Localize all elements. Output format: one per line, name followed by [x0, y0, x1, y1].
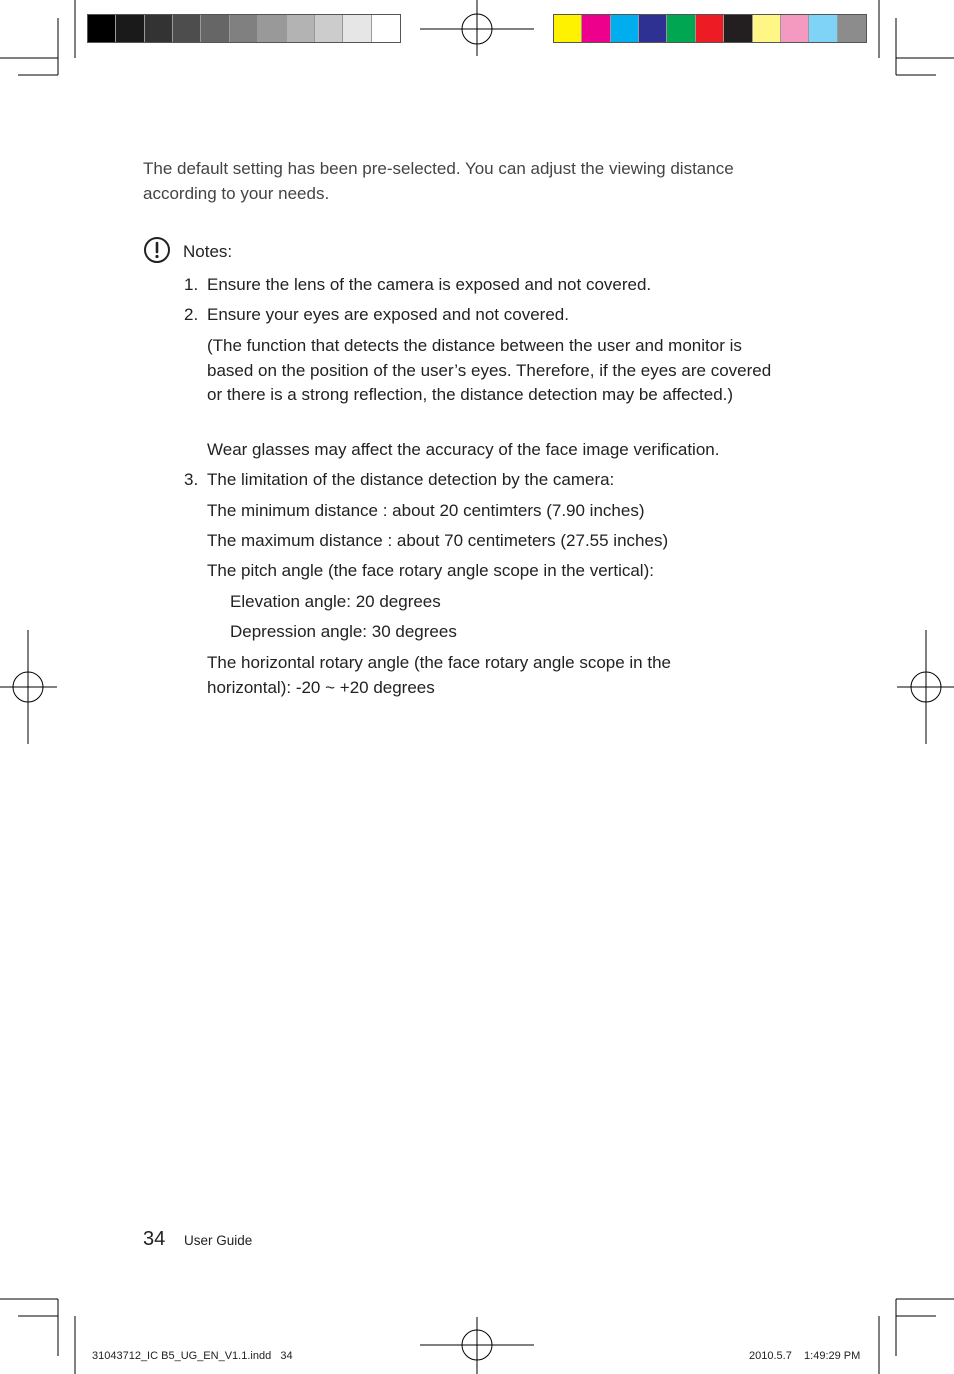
- notes-title: Notes:: [183, 242, 233, 261]
- color-swatch: [667, 15, 695, 42]
- elevation-angle: Elevation angle: 20 degrees: [230, 592, 441, 611]
- intro-paragraph: The default setting has been pre-selected. You can adjust the viewing distance according to your needs.: [143, 159, 734, 203]
- min-distance: The minimum distance : about 20 centimters (7.90 inches): [207, 501, 645, 520]
- page-number: 34: [143, 1228, 166, 1250]
- color-swatch: [781, 15, 809, 42]
- color-swatch: [173, 15, 201, 42]
- color-swatch: [582, 15, 610, 42]
- list-number: 3.: [184, 470, 199, 489]
- color-swatch: [343, 15, 371, 42]
- color-swatch: [724, 15, 752, 42]
- color-swatch: [258, 15, 286, 42]
- color-swatch: [639, 15, 667, 42]
- pitch-angle: The pitch angle (the face rotary angle scope in the vertical):: [207, 561, 654, 580]
- color-swatch: [696, 15, 724, 42]
- color-swatch: [145, 15, 173, 42]
- color-swatch: [554, 15, 582, 42]
- color-swatch: [372, 15, 400, 42]
- note-item-3: The limitation of the distance detection by the camera:: [207, 470, 615, 489]
- list-number: 1.: [184, 275, 199, 294]
- color-swatch: [315, 15, 343, 42]
- color-swatch: [230, 15, 258, 42]
- footer-title: User Guide: [184, 1233, 253, 1248]
- note-item-2-glasses: Wear glasses may affect the accuracy of the face image verification.: [207, 440, 720, 459]
- file-slug: 31043712_IC B5_UG_EN_V1.1.indd 34: [92, 1350, 293, 1362]
- max-distance: The maximum distance : about 70 centimeters (27.55 inches): [207, 531, 669, 550]
- note-item-2-detail: (The function that detects the distance between the user and monitor is based on the position of the user’s eyes. Therefore, if the eyes are covered or there is a strong reflection, the distance detection may be affected.): [207, 336, 772, 404]
- depression-angle: Depression angle: 30 degrees: [230, 622, 457, 641]
- color-swatch: [753, 15, 781, 42]
- exclamation-circle-icon: [143, 236, 171, 264]
- color-swatch: [838, 15, 866, 42]
- color-swatch: [611, 15, 639, 42]
- color-swatch: [201, 15, 229, 42]
- color-swatch: [88, 15, 116, 42]
- note-item-2: Ensure your eyes are exposed and not covered.: [207, 305, 569, 324]
- horizontal-angle: The horizontal rotary angle (the face rotary angle scope in the horizontal): -20 ~ +20 degrees: [207, 653, 671, 697]
- color-swatch: [809, 15, 837, 42]
- color-swatch: [116, 15, 144, 42]
- grayscale-color-bar: [87, 14, 401, 43]
- list-number: 2.: [184, 305, 199, 324]
- process-color-bar: [553, 14, 867, 43]
- note-item-1: Ensure the lens of the camera is exposed and not covered.: [207, 275, 652, 294]
- timestamp-slug: 2010.5.7 1:49:29 PM: [749, 1350, 861, 1362]
- color-swatch: [287, 15, 315, 42]
